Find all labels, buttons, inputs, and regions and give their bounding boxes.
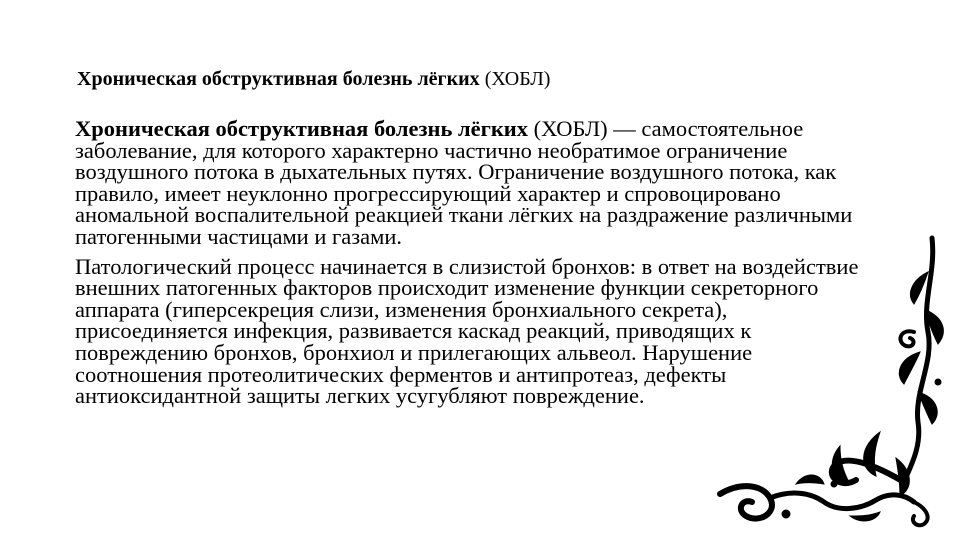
slide-title-rest: (ХОБЛ) <box>479 68 551 90</box>
slide-title-bold: Хроническая обструктивная болезнь лёгких <box>77 68 480 90</box>
floral-corner-ornament-icon <box>700 232 950 532</box>
slide-title <box>77 66 550 92</box>
definition-text: (ХОБЛ) — самостоятельное заболевание, для которого характерно частично необратимое ограничение воздушного потока в дыхательных путях. Ограничение воздушного потока, как правило, имеет неуклонно прогрессирующий характер и спровоцировано аномальной воспалительной реакцией ткани лёгких на раздражение различными патогенными частицами и газами. <box>75 116 853 249</box>
definition-lead: Хроническая обструктивная болезнь лёгких <box>75 116 529 141</box>
paragraph-definition <box>75 118 875 248</box>
paragraph-pathogenesis: Патологический процесс начинается в слизистой бронхов: в ответ на воздействие внешних патогенных факторов происходит изменение функции секреторного аппарата (гиперсекреция слизи, изменения бронхиального секрета), присоединяется инфекция, развивается каскад реакций, приводящих к повреждению бронхов, бронхиол и прилегающих альвеол. Нарушение соотношения протеолитических ферментов и антипротеаз, дефекты антиоксидантной защиты легких усугубляют повреждение. <box>75 253 859 409</box>
